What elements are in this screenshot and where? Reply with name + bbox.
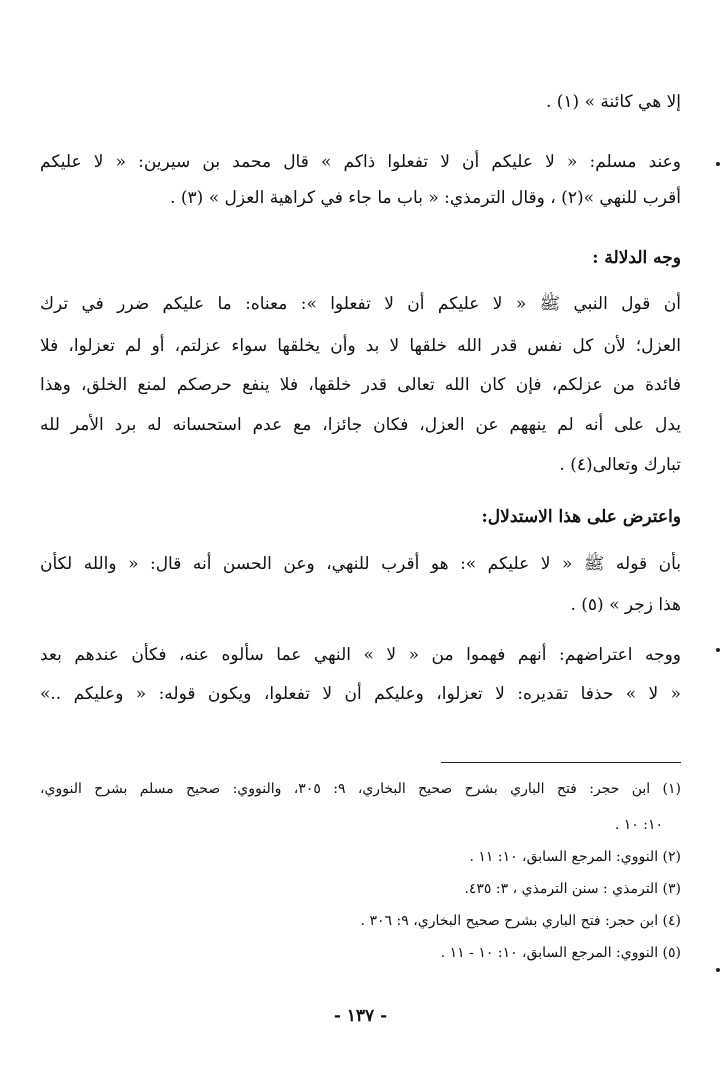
text-line: أقرب للنهي »(٢) ، وقال الترمذي: « باب ما جاء في كراهية العزل » (٣) . xyxy=(170,188,681,208)
text-line: وعند مسلم: « لا عليكم أن لا تفعلوا ذاكم » قال محمد بن سيرين: « لا عليكم xyxy=(40,152,681,172)
text-line: فائدة من عزلكم، فإن كان الله تعالى قدر خلقها، فلا ينفع حرصكم لمنع الخلق، وهذا xyxy=(40,375,681,395)
footnote: (٣) الترمذي : سنن الترمذي ، ٣: ٤٣٥. xyxy=(464,881,681,897)
section-heading: وجه الدلالة : xyxy=(592,248,681,268)
text-line: يدل على أنه لم ينههم عن العزل، فكان جائزا، مع عدم استحسانه له برد الأمر لله xyxy=(40,415,681,435)
footnote-separator xyxy=(441,762,681,763)
text-line: هذا زجر » (٥) . xyxy=(570,595,681,615)
scan-mark xyxy=(716,162,720,166)
footnote: (٤) ابن حجر: فتح الباري بشرح صحيح البخاري، ٩: ٣٠٦ . xyxy=(360,913,681,929)
section-heading: واعترض على هذا الاستدلال: xyxy=(481,507,681,527)
text-line: بأن قوله ﷺ « لا عليكم »: هو أقرب للنهي، وعن الحسن أنه قال: « والله لكأن xyxy=(40,554,681,574)
footnote: (١) ابن حجر: فتح الباري بشرح صحيح البخاري، ٩: ٣٠٥، والنووي: صحيح مسلم بشرح النووي، xyxy=(40,781,681,797)
text-line: تبارك وتعالى(٤) . xyxy=(559,455,681,475)
text-line: العزل؛ لأن كل نفس قدر الله خلقها لا بد وأن يخلقها سواء عزلتم، أو لم تعزلوا، فلا xyxy=(40,336,681,356)
page-number: - ١٣٧ - xyxy=(333,1006,388,1026)
text-line: إلا هي كائنة » (١) . xyxy=(545,92,681,112)
scan-mark xyxy=(716,968,720,972)
footnote: ١٠: ١٠ . xyxy=(614,817,663,833)
footnote: (٢) النووي: المرجع السابق، ١٠: ١١ . xyxy=(469,849,681,865)
text-line: أن قول النبي ﷺ « لا عليكم أن لا تفعلوا »: معناه: ما عليكم ضرر في ترك xyxy=(40,294,681,314)
scan-mark xyxy=(716,648,720,652)
text-line: « لا » حذفا تقديره: لا تعزلوا، وعليكم أن لا تفعلوا، ويكون قوله: « وعليكم ..» xyxy=(40,684,681,704)
text-line: ووجه اعتراضهم: أنهم فهموا من « لا » النهي عما سألوه عنه، فكأن عندهم بعد xyxy=(40,645,681,665)
footnote: (٥) النووي: المرجع السابق، ١٠: ١٠ - ١١ . xyxy=(440,945,681,961)
